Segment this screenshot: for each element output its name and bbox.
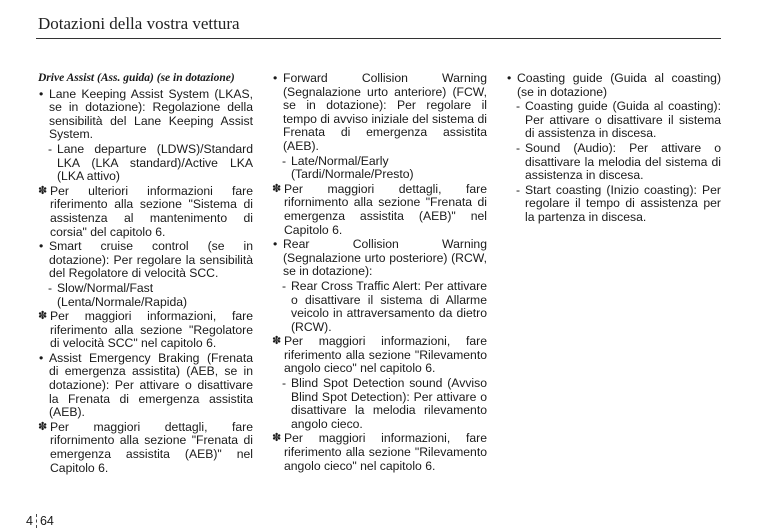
sub-item-text: Lane departure (LDWS)/Standard LKA (LKA standard)/Active LKA (LKA attivo) bbox=[57, 141, 253, 184]
sub-item-sound: - Sound (Audio): Per attivare o disattivare la melodia del sistema di assistenza in discesa. bbox=[516, 140, 721, 183]
sub-item-text: Rear Cross Traffic Alert: Per attivare o disattivare il sistema di Allarme veicolo in attraversamento da dietro (RCW). bbox=[291, 278, 487, 334]
sub-item-bsd-sound: - Blind Spot Detection sound (Avviso Blind Spot Detection): Per attivare o disattivare la melodia rilevamento angolo cieco. bbox=[282, 376, 487, 431]
sub-item-coasting-guide: - Coasting guide (Guida al coasting): Per attivare o disattivare il sistema di assistenza in discesa. bbox=[516, 99, 721, 141]
note-lkas: ✽ Per ulteriori informazioni fare riferimento alla sezione "Sistema di assistenza al mantenimento di corsia" del capitolo 6. bbox=[38, 185, 253, 239]
chapter-number: 4 bbox=[26, 514, 33, 528]
column-3 bbox=[506, 72, 721, 226]
sub-item-rcta: - Rear Cross Traffic Alert: Per attivare o disattivare il sistema di Allarme veicolo in attraversamento da dietro (RCW). bbox=[282, 278, 487, 334]
sub-item-text: Coasting guide (Guida al coasting): Per attivare o disattivare il sistema di assistenza in discesa. bbox=[525, 99, 721, 141]
bullet-fcw: • Forward Collision Warning (Segnalazione urto anteriore) (FCW, se in dotazione): Per regolare il tempo di avviso iniziale del sistema di Frenata di emergenza assistita (AEB). bbox=[272, 72, 487, 154]
bullet-coasting-guide: • Coasting guide (Guida al coasting) (se in dotazione) bbox=[506, 72, 721, 99]
column-1 bbox=[38, 72, 253, 476]
sub-item-text: Blind Spot Detection sound (Avviso Blind Spot Detection): Per attivare o disattivare la melodia rilevamento angolo cieco. bbox=[291, 376, 487, 431]
column-2 bbox=[272, 72, 487, 474]
page-number-value: 64 bbox=[39, 514, 54, 528]
bullet-scc: • Smart cruise control (se in dotazione): Per regolare la sensibilità del Regolatore di velocità SCC. bbox=[38, 240, 253, 281]
sub-item-text: Sound (Audio): Per attivare o disattivare la melodia del sistema di assistenza in discesa. bbox=[525, 140, 721, 183]
sub-item-lkas-options: - Lane departure (LDWS)/Standard LKA (LKA standard)/Active LKA (LKA attivo) bbox=[48, 141, 253, 184]
bullet-lkas: • Lane Keeping Assist System (LKAS, se in dotazione): Regolazione della sensibilità del Lane Keeping Assist System. bbox=[38, 88, 253, 142]
sub-item-text: Late/Normal/Early (Tardi/Normale/Presto) bbox=[291, 153, 414, 182]
header-divider bbox=[36, 38, 721, 39]
bullet-rcw: • Rear Collision Warning (Segnalazione urto posteriore) (RCW, se in dotazione): bbox=[272, 238, 487, 279]
bullet-aeb: • Assist Emergency Braking (Frenata di emergenza assistita) (AEB, se in dotazione): Per attivare o disattivare la Frenata di emergenza assistita (AEB). bbox=[38, 352, 253, 420]
note-scc: ✽ Per maggiori informazioni, fare riferimento alla sezione "Regolatore di velocità SCC" nel capitolo 6. bbox=[38, 310, 253, 351]
note-bsd: ✽ Per maggiori informazioni, fare riferimento alla sezione "Rilevamento angolo cieco" nel capitolo 6. bbox=[272, 432, 487, 473]
sub-item-text: Start coasting (Inizio coasting): Per regolare il tempo di assistenza per la partenza in discesa. bbox=[525, 182, 721, 224]
sub-item-start-coasting: - Start coasting (Inizio coasting): Per regolare il tempo di assistenza per la partenza in discesa. bbox=[516, 182, 721, 224]
note-fcw: ✽ Per maggiori dettagli, fare rifornimento alla sezione "Frenata di emergenza assistita (AEB)" nel Capitolo 6. bbox=[272, 183, 487, 237]
page-number-separator bbox=[36, 514, 37, 528]
note-aeb: ✽ Per maggiori dettagli, fare rifornimento alla sezione "Frenata di emergenza assistita (AEB)" nel Capitolo 6. bbox=[38, 421, 253, 475]
sub-item-text: Slow/Normal/Fast (Lenta/Normale/Rapida) bbox=[57, 280, 188, 309]
sub-item-fcw-options: - Late/Normal/Early (Tardi/Normale/Presto) bbox=[282, 153, 414, 182]
section-title: Drive Assist (Ass. guida) (se in dotazione) bbox=[38, 72, 235, 84]
sub-item-scc-options: - Slow/Normal/Fast (Lenta/Normale/Rapida) bbox=[48, 280, 188, 309]
page-header-title: Dotazioni della vostra vettura bbox=[38, 14, 240, 33]
note-rcw: ✽ Per maggiori informazioni, fare riferimento alla sezione "Rilevamento angolo cieco" nel capitolo 6. bbox=[272, 335, 487, 376]
page-number bbox=[26, 514, 54, 528]
